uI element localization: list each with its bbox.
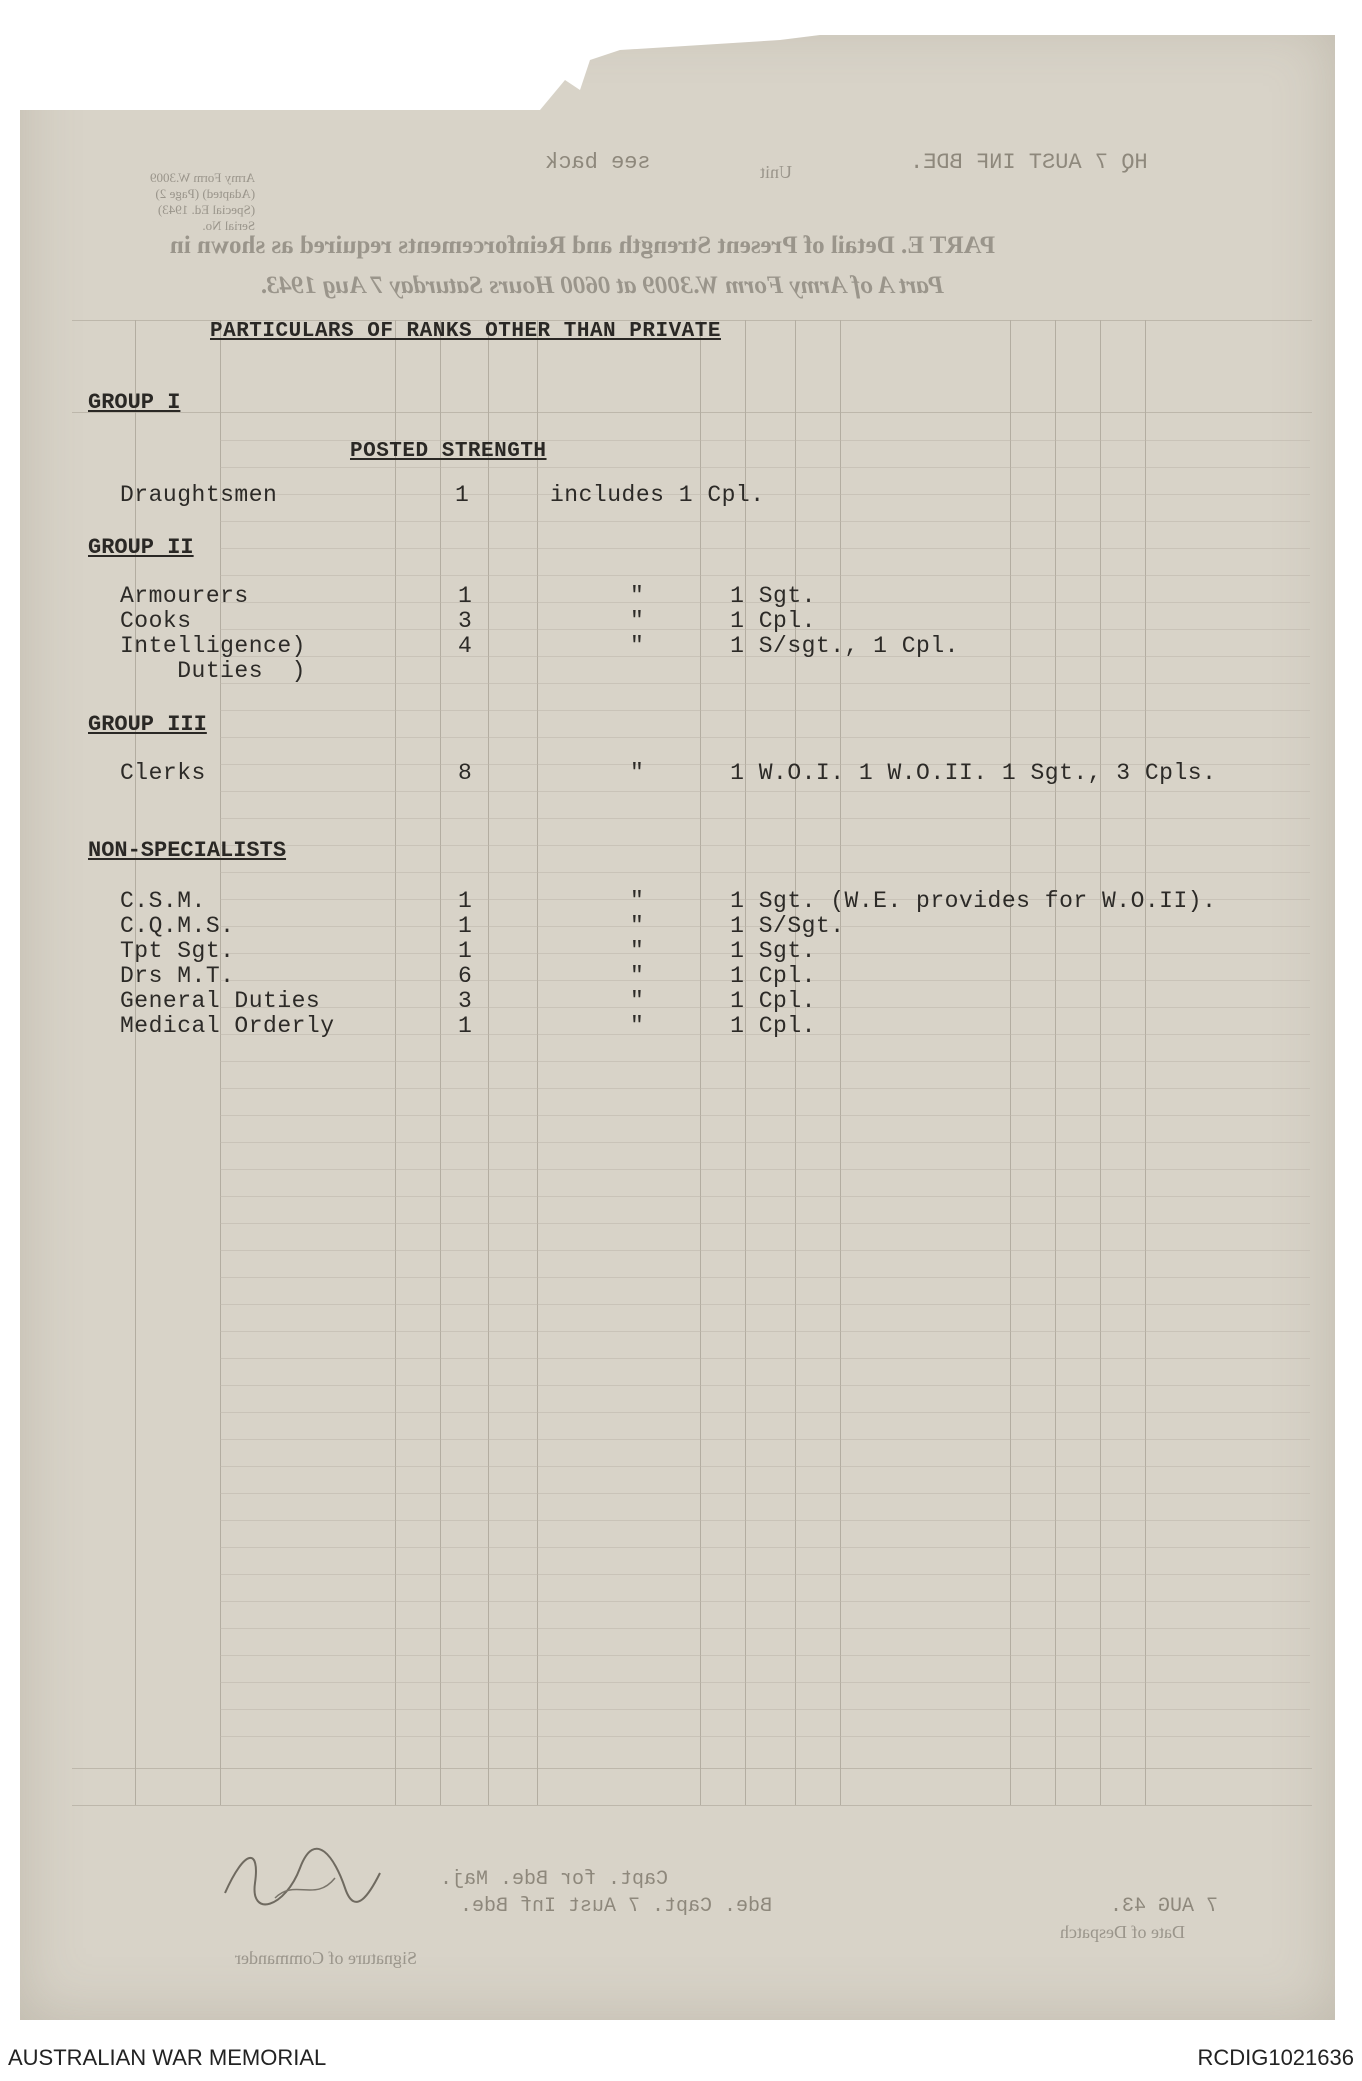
trade-count: 1 <box>458 1013 473 1039</box>
form-row-line <box>220 1709 1310 1710</box>
posted-strength-heading: POSTED STRENGTH <box>350 440 547 463</box>
rank-detail: " 1 Cpl. <box>630 988 816 1014</box>
rank-detail: " 1 W.O.I. 1 W.O.II. 1 Sgt., 3 Cpls. <box>630 760 1217 786</box>
trade-name: Tpt Sgt. <box>120 938 235 964</box>
form-row-line <box>220 1331 1310 1332</box>
trade-count: 1 <box>458 913 473 939</box>
form-row-line <box>220 1250 1310 1251</box>
form-row-line <box>220 1277 1310 1278</box>
footer-source: AUSTRALIAN WAR MEMORIAL <box>8 2045 327 2070</box>
form-row-line <box>220 1412 1310 1413</box>
trade-name: Clerks <box>120 760 206 786</box>
form-block-line: Army Form W.3009 <box>150 170 256 185</box>
trade-count: 3 <box>458 988 473 1014</box>
form-row-line <box>220 467 1310 468</box>
rank-detail: " 1 Cpl. <box>630 1013 816 1039</box>
form-row-line <box>220 1304 1310 1305</box>
part-heading-line1: PART E. Detail of Present Strength and Reinforcements required as shown in <box>170 232 996 259</box>
signature-scribble <box>215 1838 385 1913</box>
trade-name: C.S.M. <box>120 888 206 914</box>
signature-note: Bde. Capt. 7 Aust Inf Bde. <box>460 1895 773 1918</box>
form-row-line <box>220 1169 1310 1170</box>
group-heading-3: GROUP III <box>88 712 207 737</box>
form-row-line <box>220 575 1310 576</box>
trade-name: Draughtsmen <box>120 482 278 508</box>
rank-detail: includes 1 Cpl. <box>550 482 765 508</box>
unit-value: HQ 7 AUST INF BDE. <box>910 150 1148 175</box>
see-back-note: see back <box>545 150 651 175</box>
rank-detail: " 1 Sgt. (W.E. provides for W.O.II). <box>630 888 1217 914</box>
form-row-line <box>220 710 1310 711</box>
form-row-line <box>220 1682 1310 1683</box>
rank-detail: " 1 Sgt. <box>630 938 816 964</box>
trade-name: Drs M.T. <box>120 963 235 989</box>
rank-detail: " 1 Cpl. <box>630 608 816 634</box>
form-block-line: (Adapted) (Page 2) <box>155 186 256 201</box>
signature-typed: Capt. for Bde. Maj. <box>440 1868 669 1891</box>
form-row-line <box>220 521 1310 522</box>
form-row-line <box>220 1628 1310 1629</box>
unit-label: Unit <box>760 162 793 182</box>
form-row-line <box>220 1574 1310 1575</box>
form-row-line <box>220 818 1310 819</box>
group-heading-1: GROUP I <box>88 390 181 415</box>
trade-name: Duties ) <box>120 658 306 684</box>
page-title: PARTICULARS OF RANKS OTHER THAN PRIVATE <box>210 320 721 343</box>
form-row-line <box>220 1142 1310 1143</box>
trade-count: 1 <box>458 583 473 609</box>
footer-id: RCDIG1021636 <box>1197 2045 1354 2070</box>
form-row-line <box>220 494 1310 495</box>
form-row-line <box>220 1358 1310 1359</box>
rank-detail: " 1 Sgt. <box>630 583 816 609</box>
date-value: 7 AUG 43. <box>1110 1895 1219 1918</box>
form-block-line: (Special Ed. 1943) <box>157 202 256 217</box>
trade-name: Intelligence) <box>120 633 306 659</box>
trade-count: 6 <box>458 963 473 989</box>
form-row-line <box>220 1520 1310 1521</box>
form-row-line <box>220 683 1310 684</box>
rank-detail: " 1 S/Sgt. <box>630 913 845 939</box>
group-heading-2: GROUP II <box>88 535 194 560</box>
trade-count: 1 <box>458 888 473 914</box>
form-row-line <box>220 548 1310 549</box>
form-row-line <box>220 1736 1310 1737</box>
rank-detail: " 1 S/sgt., 1 Cpl. <box>630 633 959 659</box>
date-label: Date of Despatch <box>1060 1922 1185 1942</box>
form-row-line <box>220 1196 1310 1197</box>
trade-count: 4 <box>458 633 473 659</box>
form-row-line <box>220 1439 1310 1440</box>
rank-detail: " 1 Cpl. <box>630 963 816 989</box>
footer-bar <box>0 2031 1362 2081</box>
trade-count: 1 <box>458 938 473 964</box>
form-row-line <box>220 1547 1310 1548</box>
trade-count: 8 <box>458 760 473 786</box>
form-row-line <box>220 737 1310 738</box>
form-row-line <box>220 1385 1310 1386</box>
form-block-line: Serial No. <box>202 218 256 233</box>
form-block <box>150 170 255 234</box>
form-row-line <box>220 1655 1310 1656</box>
part-heading-line2: Part A of Army Form W.3009 at 0600 Hours Saturday 7 Aug 1943. <box>260 272 944 299</box>
form-row-line <box>220 1115 1310 1116</box>
trade-name: General Duties <box>120 988 321 1014</box>
trade-count: 3 <box>458 608 473 634</box>
trade-name: Cooks <box>120 608 192 634</box>
trade-name: Armourers <box>120 583 249 609</box>
group-heading-4: NON-SPECIALISTS <box>88 838 287 863</box>
form-row-line <box>220 872 1310 873</box>
signature-label: Signature of Commander <box>235 1948 417 1968</box>
form-row-line <box>220 845 1310 846</box>
form-row-line <box>220 1088 1310 1089</box>
form-row-line <box>220 1601 1310 1602</box>
trade-count: 1 <box>455 482 470 508</box>
form-row-line <box>220 1493 1310 1494</box>
trade-name: Medical Orderly <box>120 1013 335 1039</box>
trade-name: C.Q.M.S. <box>120 913 235 939</box>
form-row-line <box>220 1061 1310 1062</box>
form-row-line <box>220 1223 1310 1224</box>
form-row-line <box>220 1466 1310 1467</box>
form-row-line <box>220 791 1310 792</box>
